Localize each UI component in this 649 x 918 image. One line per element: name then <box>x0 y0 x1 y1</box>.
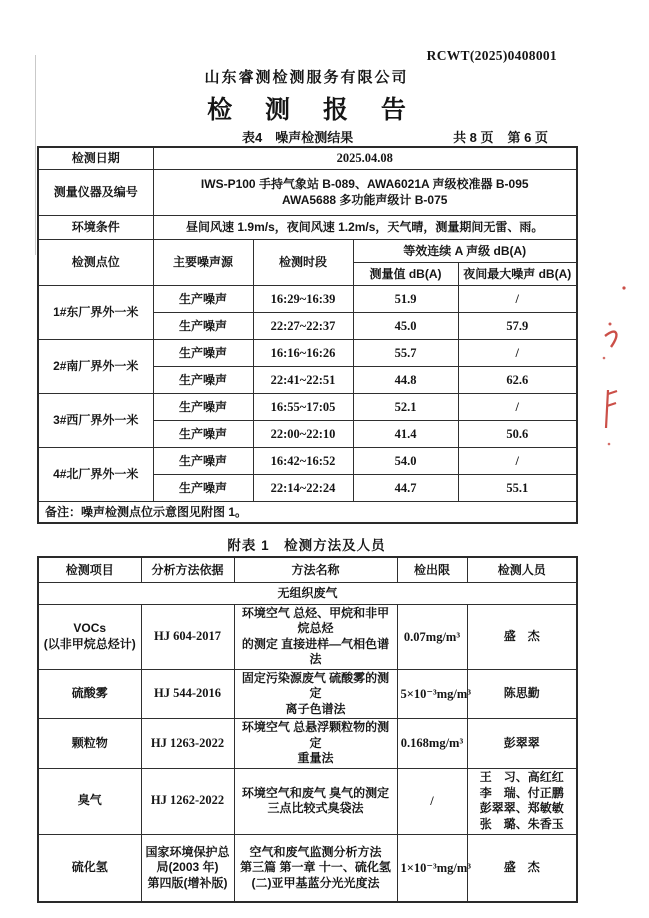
header-period: 检测时段 <box>253 239 353 285</box>
text-line: 的测定 直接进样—气相色谱法 <box>241 636 390 666</box>
text-line: 陈思勤 <box>503 686 540 700</box>
text-line: 颗粒物 <box>71 735 108 750</box>
text-line: 重量法 <box>297 751 334 765</box>
item-cell <box>38 669 141 719</box>
personnel-cell <box>467 719 577 769</box>
table-row <box>38 834 577 902</box>
period-cell: 16:42~16:52 <box>253 447 353 474</box>
method-cell <box>234 604 397 669</box>
handwritten-red-marks <box>588 278 648 468</box>
date-value: 2025.04.08 <box>153 147 577 169</box>
table-row <box>38 339 577 366</box>
value-cell: 52.1 <box>353 393 458 420</box>
environment-label: 环境条件 <box>38 215 153 239</box>
point-cell: 4#北厂界外一米 <box>38 447 153 501</box>
source-cell: 生产噪声 <box>153 285 253 312</box>
text-line: 盛 杰 <box>503 628 540 643</box>
limit-cell: 0.07mg/m³ <box>397 604 467 669</box>
text-line: 李 瑞、付正鹏 <box>479 785 564 800</box>
instrument-label: 测量仪器及编号 <box>38 169 153 215</box>
environment-value: 昼间风速 1.9m/s，夜间风速 1.2m/s，天气晴，测量期间无雷、雨。 <box>153 215 577 239</box>
appendix-table-caption: 附表 1 检测方法及人员 <box>227 538 386 553</box>
period-cell: 22:41~22:51 <box>253 366 353 393</box>
table-row <box>38 719 577 769</box>
point-cell: 2#南厂界外一米 <box>38 339 153 393</box>
source-cell: 生产噪声 <box>153 366 253 393</box>
scan-artifact-line <box>35 55 36 255</box>
night-max-cell: 50.6 <box>458 420 577 447</box>
period-cell: 22:14~22:24 <box>253 474 353 501</box>
header-measured: 测量值 dB(A) <box>353 262 458 285</box>
night-max-cell: 62.6 <box>458 366 577 393</box>
text-line: HJ 1263-2022 <box>150 735 225 750</box>
limit-cell: 5×10⁻³mg/m³ <box>397 669 467 719</box>
text-line: 环境空气和废气 臭气的测定 <box>241 785 390 800</box>
header-night-max: 夜间最大噪声 dB(A) <box>458 262 577 285</box>
text-line: (以非甲烷总烃计) <box>43 636 136 651</box>
text-line: 第三篇 第一章 十一、硫化氢 <box>240 860 391 874</box>
table-header-row <box>38 239 577 262</box>
basis-cell <box>141 719 234 769</box>
value-cell: 44.7 <box>353 474 458 501</box>
table-row <box>38 393 577 420</box>
night-max-cell: / <box>458 285 577 312</box>
basis-cell <box>141 604 234 669</box>
section-title: 无组织废气 <box>38 582 577 604</box>
table-row <box>38 669 577 719</box>
table-row <box>38 147 577 169</box>
note-cell: 备注：噪声检测点位示意图见附图 1。 <box>38 501 577 523</box>
value-cell: 44.8 <box>353 366 458 393</box>
text-line: 离子色谱法 <box>285 701 346 716</box>
header-method: 方法名称 <box>234 557 397 582</box>
company-name: 山东睿测检测服务有限公司 <box>204 69 409 86</box>
source-cell: 生产噪声 <box>153 474 253 501</box>
source-cell: 生产噪声 <box>153 339 253 366</box>
personnel-cell <box>467 669 577 719</box>
table-note-row <box>38 501 577 523</box>
text-line: 环境空气 总烃、甲烷和非甲烷总烃 <box>241 605 390 635</box>
period-cell: 16:29~16:39 <box>253 285 353 312</box>
limit-cell: 1×10⁻³mg/m³ <box>397 834 467 902</box>
text-line: 环境空气 总悬浮颗粒物的测定 <box>241 720 390 750</box>
text-line: 局(2003 年) <box>156 860 219 874</box>
table-row <box>38 447 577 474</box>
header-basis: 分析方法依据 <box>141 557 234 582</box>
point-cell: 1#东厂界外一米 <box>38 285 153 339</box>
night-max-cell: / <box>458 447 577 474</box>
method-cell <box>234 768 397 834</box>
methods-personnel-table <box>37 556 578 903</box>
text-line: 国家环境保护总 <box>145 844 230 859</box>
source-cell: 生产噪声 <box>153 420 253 447</box>
item-cell <box>38 604 141 669</box>
header-leq-group: 等效连续 A 声级 dB(A) <box>353 239 577 262</box>
page-indicator <box>453 127 548 146</box>
header-limit: 检出限 <box>397 557 467 582</box>
value-cell: 41.4 <box>353 420 458 447</box>
report-title: 检 测 报 告 <box>207 96 419 124</box>
method-cell <box>234 834 397 902</box>
instrument-value <box>153 169 577 215</box>
section-row <box>38 582 577 604</box>
point-cell: 3#西厂界外一米 <box>38 393 153 447</box>
text-line: 第四版(增补版) <box>147 875 228 890</box>
source-cell: 生产噪声 <box>153 312 253 339</box>
basis-cell <box>141 669 234 719</box>
value-cell: 45.0 <box>353 312 458 339</box>
item-cell <box>38 719 141 769</box>
source-cell: 生产噪声 <box>153 393 253 420</box>
date-label: 检测日期 <box>38 147 153 169</box>
period-cell: 22:00~22:10 <box>253 420 353 447</box>
noise-results-table <box>37 146 578 524</box>
instrument-line-2: AWA5688 多功能声级计 B-075 <box>282 193 448 207</box>
text-line: VOCs <box>73 621 107 635</box>
night-max-cell: / <box>458 339 577 366</box>
text-line: 硫化氢 <box>71 860 108 874</box>
header-personnel: 检测人员 <box>467 557 577 582</box>
instrument-line-1: IWS-P100 手持气象站 B-089、AWA6021A 声级校准器 B-095 <box>200 177 529 191</box>
text-line: 盛 杰 <box>503 860 540 874</box>
text-line: 彭翠翠、郑敏敏 <box>479 801 564 815</box>
header-source: 主要噪声源 <box>153 239 253 285</box>
text-line: 彭翠翠 <box>503 735 540 750</box>
value-cell: 55.7 <box>353 339 458 366</box>
period-cell: 16:55~17:05 <box>253 393 353 420</box>
text-line: 空气和废气监测分析方法 <box>249 844 382 859</box>
limit-cell: / <box>397 768 467 834</box>
text-line: 三点比较式臭袋法 <box>267 801 364 815</box>
item-cell <box>38 768 141 834</box>
table4-caption-row <box>37 127 576 145</box>
personnel-cell <box>467 834 577 902</box>
item-cell <box>38 834 141 902</box>
text-line: 臭气 <box>77 793 102 808</box>
limit-cell: 0.168mg/m³ <box>397 719 467 769</box>
text-line: (二)亚甲基蓝分光光度法 <box>251 875 380 890</box>
text-line: 硫酸雾 <box>71 686 108 700</box>
method-cell <box>234 669 397 719</box>
pages-total: 共 8 页 <box>453 130 494 145</box>
text-line: 固定污染源废气 硫酸雾的测定 <box>241 670 390 700</box>
period-cell: 22:27~22:37 <box>253 312 353 339</box>
basis-cell <box>141 834 234 902</box>
table-row <box>38 215 577 239</box>
text-line: HJ 544-2016 <box>153 686 221 700</box>
method-cell <box>234 719 397 769</box>
text-line: 王 习、高红红 <box>479 770 564 784</box>
table-row <box>38 768 577 834</box>
personnel-cell <box>467 768 577 834</box>
text-line: HJ 1262-2022 <box>150 793 225 808</box>
table-row <box>38 285 577 312</box>
header-point: 检测点位 <box>38 239 153 285</box>
table4-caption: 表4 噪声检测结果 <box>241 130 354 145</box>
value-cell: 54.0 <box>353 447 458 474</box>
page-current: 第 6 页 <box>507 130 548 145</box>
text-line: HJ 604-2017 <box>153 628 221 643</box>
table-header-row <box>38 557 577 582</box>
period-cell: 16:16~16:26 <box>253 339 353 366</box>
night-max-cell: / <box>458 393 577 420</box>
table-row <box>38 169 577 215</box>
personnel-cell <box>467 604 577 669</box>
night-max-cell: 57.9 <box>458 312 577 339</box>
night-max-cell: 55.1 <box>458 474 577 501</box>
header-item: 检测项目 <box>38 557 141 582</box>
table-row <box>38 604 577 669</box>
source-cell: 生产噪声 <box>153 447 253 474</box>
value-cell: 51.9 <box>353 285 458 312</box>
basis-cell <box>141 768 234 834</box>
report-number: RCWT(2025)0408001 <box>426 48 557 63</box>
text-line: 张 璐、朱香玉 <box>479 816 564 831</box>
